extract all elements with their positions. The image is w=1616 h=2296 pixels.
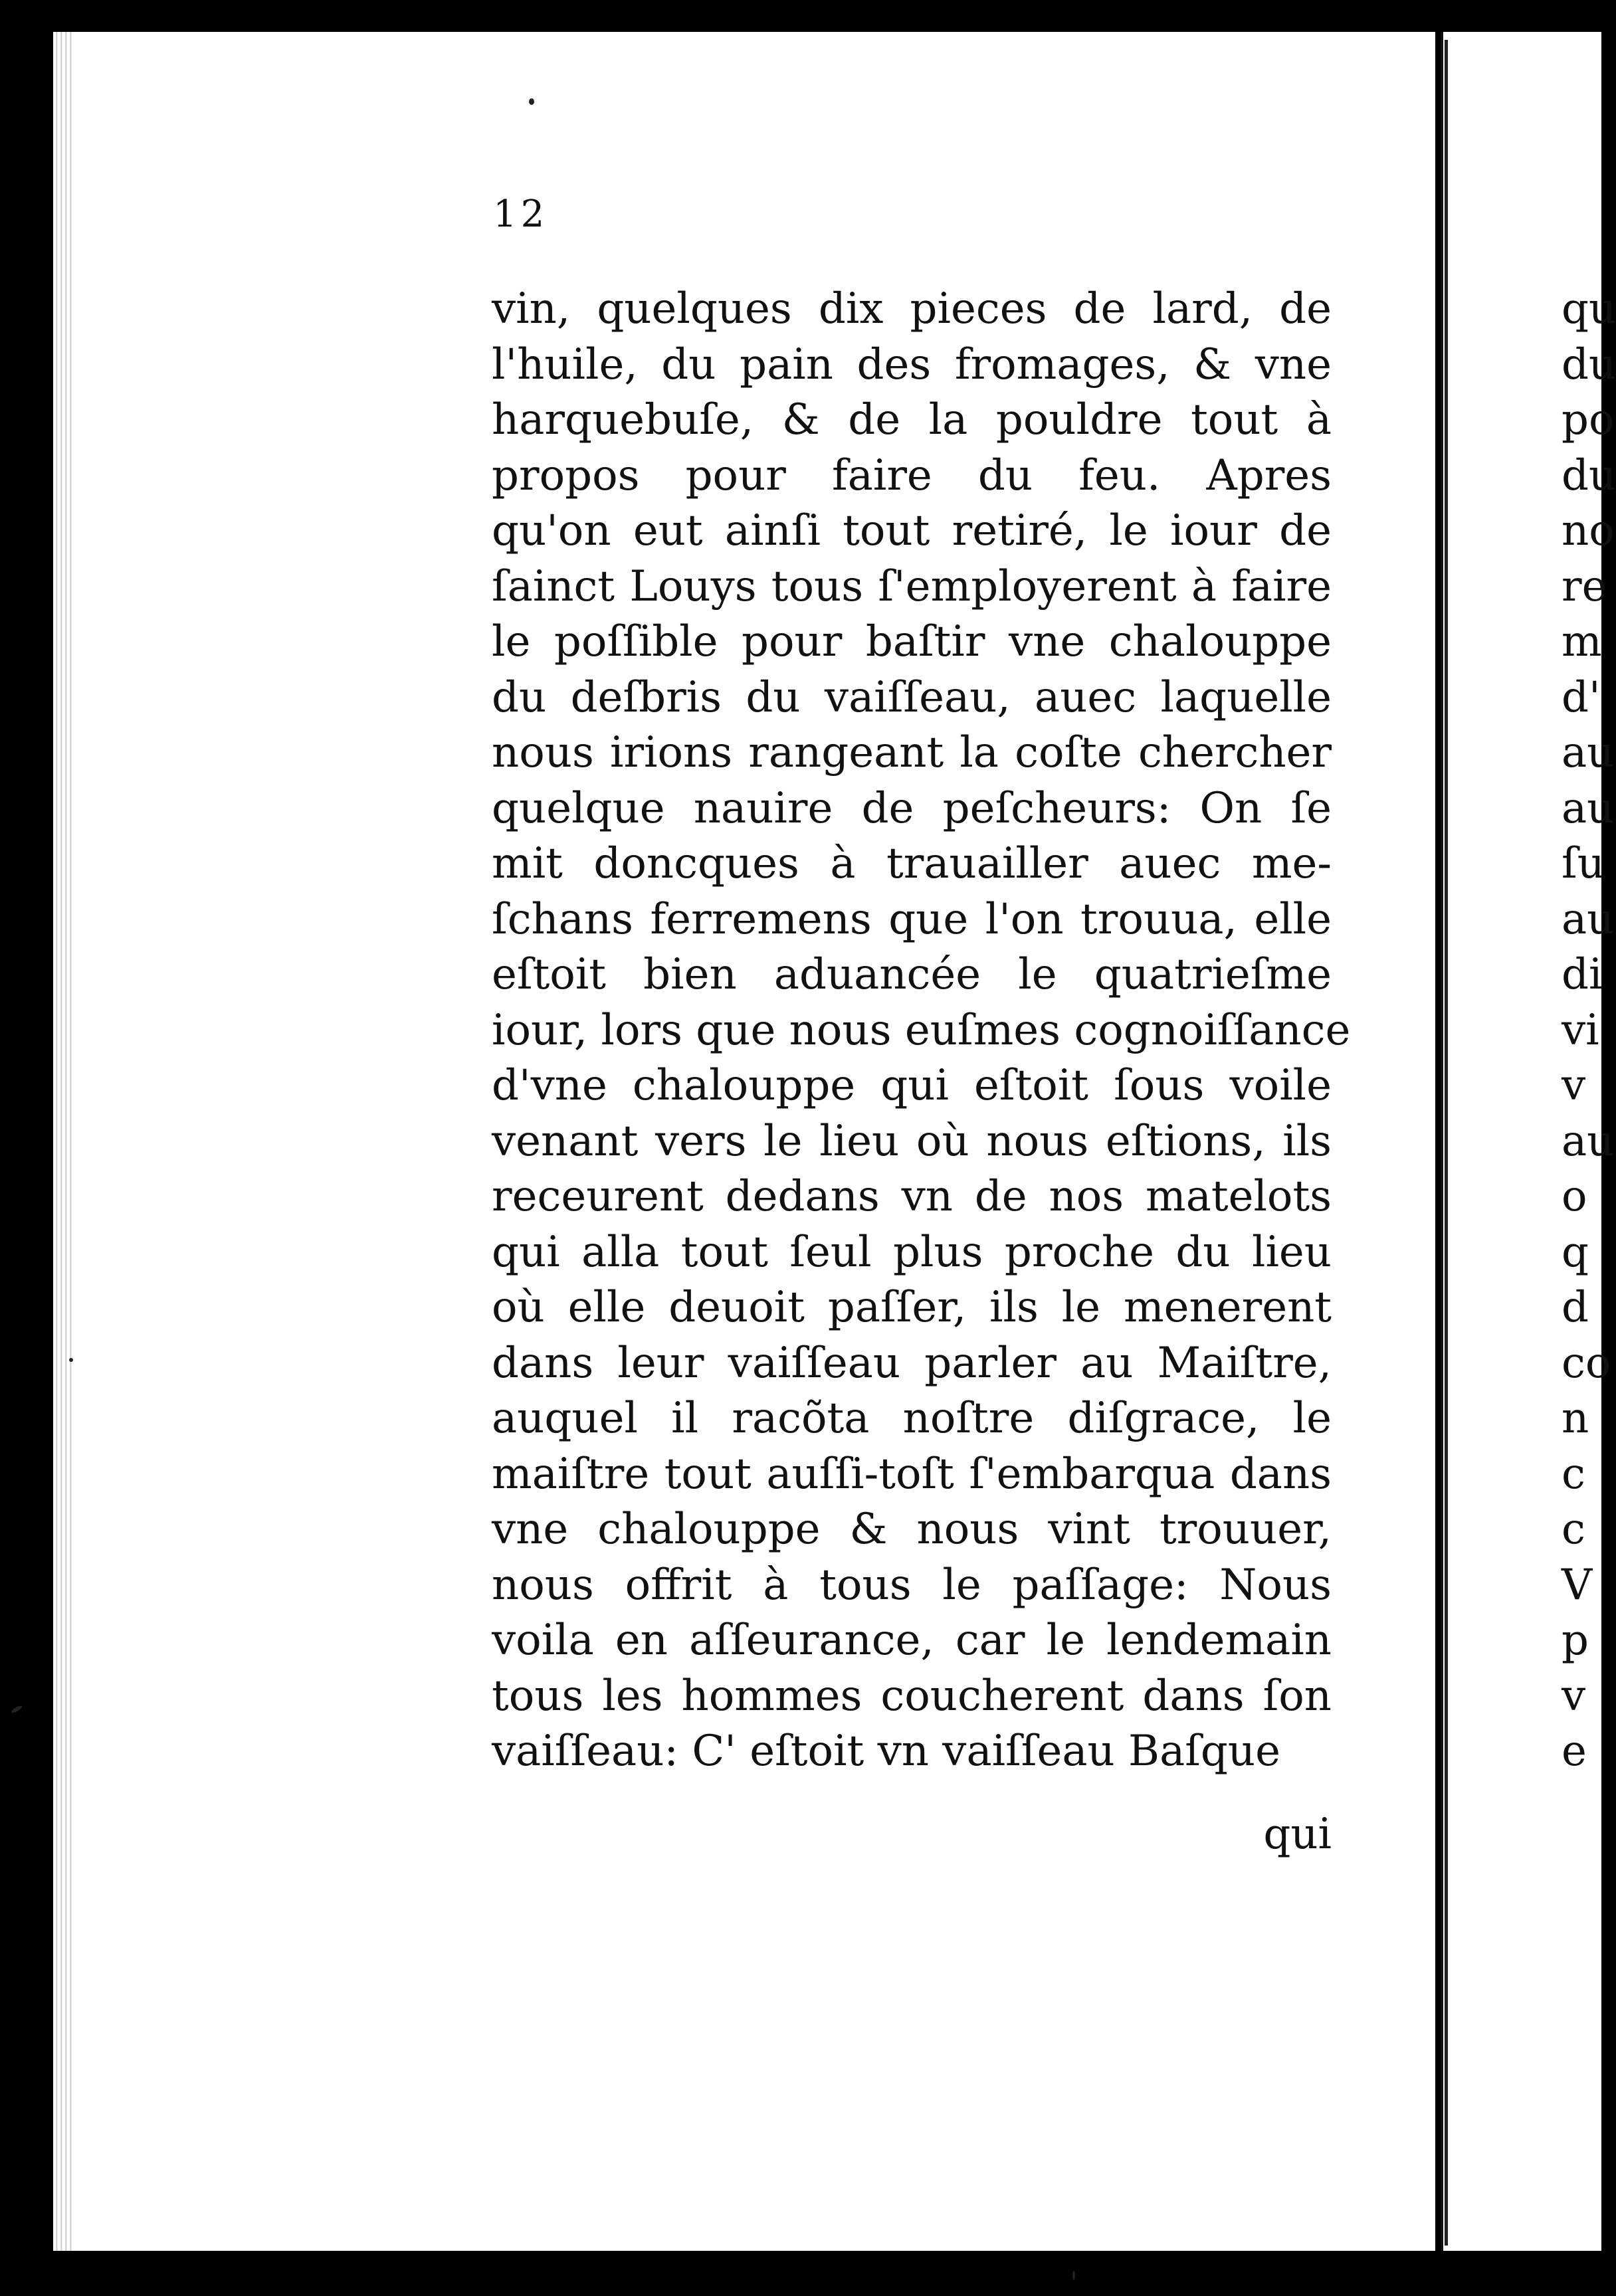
facing-line: au xyxy=(1562,783,1615,833)
text-line: l'huile, du pain des fromages, & vne xyxy=(492,339,1332,389)
facing-line: d' xyxy=(1562,672,1601,722)
text-line: iour, lors que nous euſmes cognoiſſance xyxy=(492,1005,1351,1055)
facing-line: o xyxy=(1562,1172,1587,1221)
ink-speck xyxy=(529,98,534,105)
text-line: venant vers le lieu où nous eſtions, ils xyxy=(492,1116,1332,1166)
facing-line: vi xyxy=(1562,1005,1599,1055)
text-line: eſtoit bien aduancée le quatrieſme xyxy=(492,950,1332,999)
text-line: du deſbris du vaiſſeau, auec laquelle xyxy=(492,672,1332,722)
facing-line: au xyxy=(1562,728,1615,777)
facing-line: c xyxy=(1562,1505,1585,1554)
facing-line: e xyxy=(1562,1727,1587,1776)
page-edge-lines xyxy=(53,32,72,2251)
catchword: qui xyxy=(1263,1810,1332,1859)
facing-line: au xyxy=(1562,1116,1615,1166)
facing-line: c xyxy=(1562,1449,1585,1499)
text-line: dans leur vaiſſeau parler au Maiſtre, xyxy=(492,1338,1332,1388)
text-line: nous offrit à tous le paſſage: Nous xyxy=(492,1560,1332,1610)
facing-line: v xyxy=(1562,1061,1586,1110)
facing-line: d xyxy=(1562,1283,1589,1332)
page-number: 12 xyxy=(493,193,549,236)
facing-line: m xyxy=(1562,617,1602,666)
facing-line: v xyxy=(1562,1671,1586,1721)
text-line: qui alla tout ſeul plus proche du lieu xyxy=(492,1227,1332,1277)
facing-line: ſu xyxy=(1562,839,1605,888)
text-line: voila en aſſeurance, car le lendemain xyxy=(492,1616,1332,1665)
facing-line: po xyxy=(1562,395,1615,444)
text-line: vne chalouppe & nous vint trouuer, xyxy=(492,1505,1332,1554)
text-line: ſainct Louys tous ſ'employerent à faire xyxy=(492,561,1332,611)
text-line: vin, quelques dix pieces de lard, de xyxy=(492,284,1332,334)
text-line: d'vne chalouppe qui eſtoit ſous voile xyxy=(492,1061,1332,1110)
facing-line: n xyxy=(1562,1394,1589,1443)
text-line: tous les hommes coucherent dans ſon xyxy=(492,1671,1332,1721)
ink-speck xyxy=(1072,2271,1075,2280)
facing-line: qu xyxy=(1562,284,1616,334)
text-line: harquebuſe, & de la pouldre tout à xyxy=(492,395,1332,444)
facing-line: no xyxy=(1562,506,1615,555)
facing-line: co xyxy=(1562,1338,1611,1388)
text-line: maiſtre tout auſſi-toſt ſ'embarqua dans xyxy=(492,1449,1332,1499)
text-line: ſchans ferremens que l'on trouua, elle xyxy=(492,894,1332,944)
text-line: propos pour faire du feu. Apres xyxy=(492,450,1332,500)
facing-line: du xyxy=(1562,450,1616,500)
text-line: où elle deuoit paſſer, ils le menerent xyxy=(492,1283,1332,1332)
gutter-shadow xyxy=(1445,40,1448,2246)
facing-line: p xyxy=(1562,1616,1589,1665)
body-text xyxy=(492,282,1351,1780)
ink-speck xyxy=(69,1358,73,1362)
text-line: qu'on eut ainſi tout retiré, le iour de xyxy=(492,506,1332,555)
facing-page-text xyxy=(1562,282,1616,1780)
facing-line: di xyxy=(1562,950,1603,999)
text-line: quelque nauire de peſcheurs: On ſe xyxy=(492,783,1332,833)
book-gutter xyxy=(1441,32,1462,2251)
ink-speck xyxy=(11,1705,23,1714)
facing-line: re xyxy=(1562,561,1607,611)
text-line: auquel il racõta noſtre diſgrace, le xyxy=(492,1394,1332,1443)
facing-line: q xyxy=(1562,1227,1589,1277)
facing-line: V xyxy=(1562,1560,1593,1610)
text-line: vaiſſeau: C' eſtoit vn vaiſſeau Baſque xyxy=(492,1727,1280,1776)
facing-line: du xyxy=(1562,339,1616,389)
text-line: receurent dedans vn de nos matelots xyxy=(492,1172,1332,1221)
text-line: mit doncques à trauailler auec me- xyxy=(492,839,1332,888)
text-line: nous irions rangeant la coſte chercher xyxy=(492,728,1332,777)
text-line: le poſſible pour baſtir vne chalouppe xyxy=(492,617,1332,666)
facing-line: au xyxy=(1562,894,1615,944)
